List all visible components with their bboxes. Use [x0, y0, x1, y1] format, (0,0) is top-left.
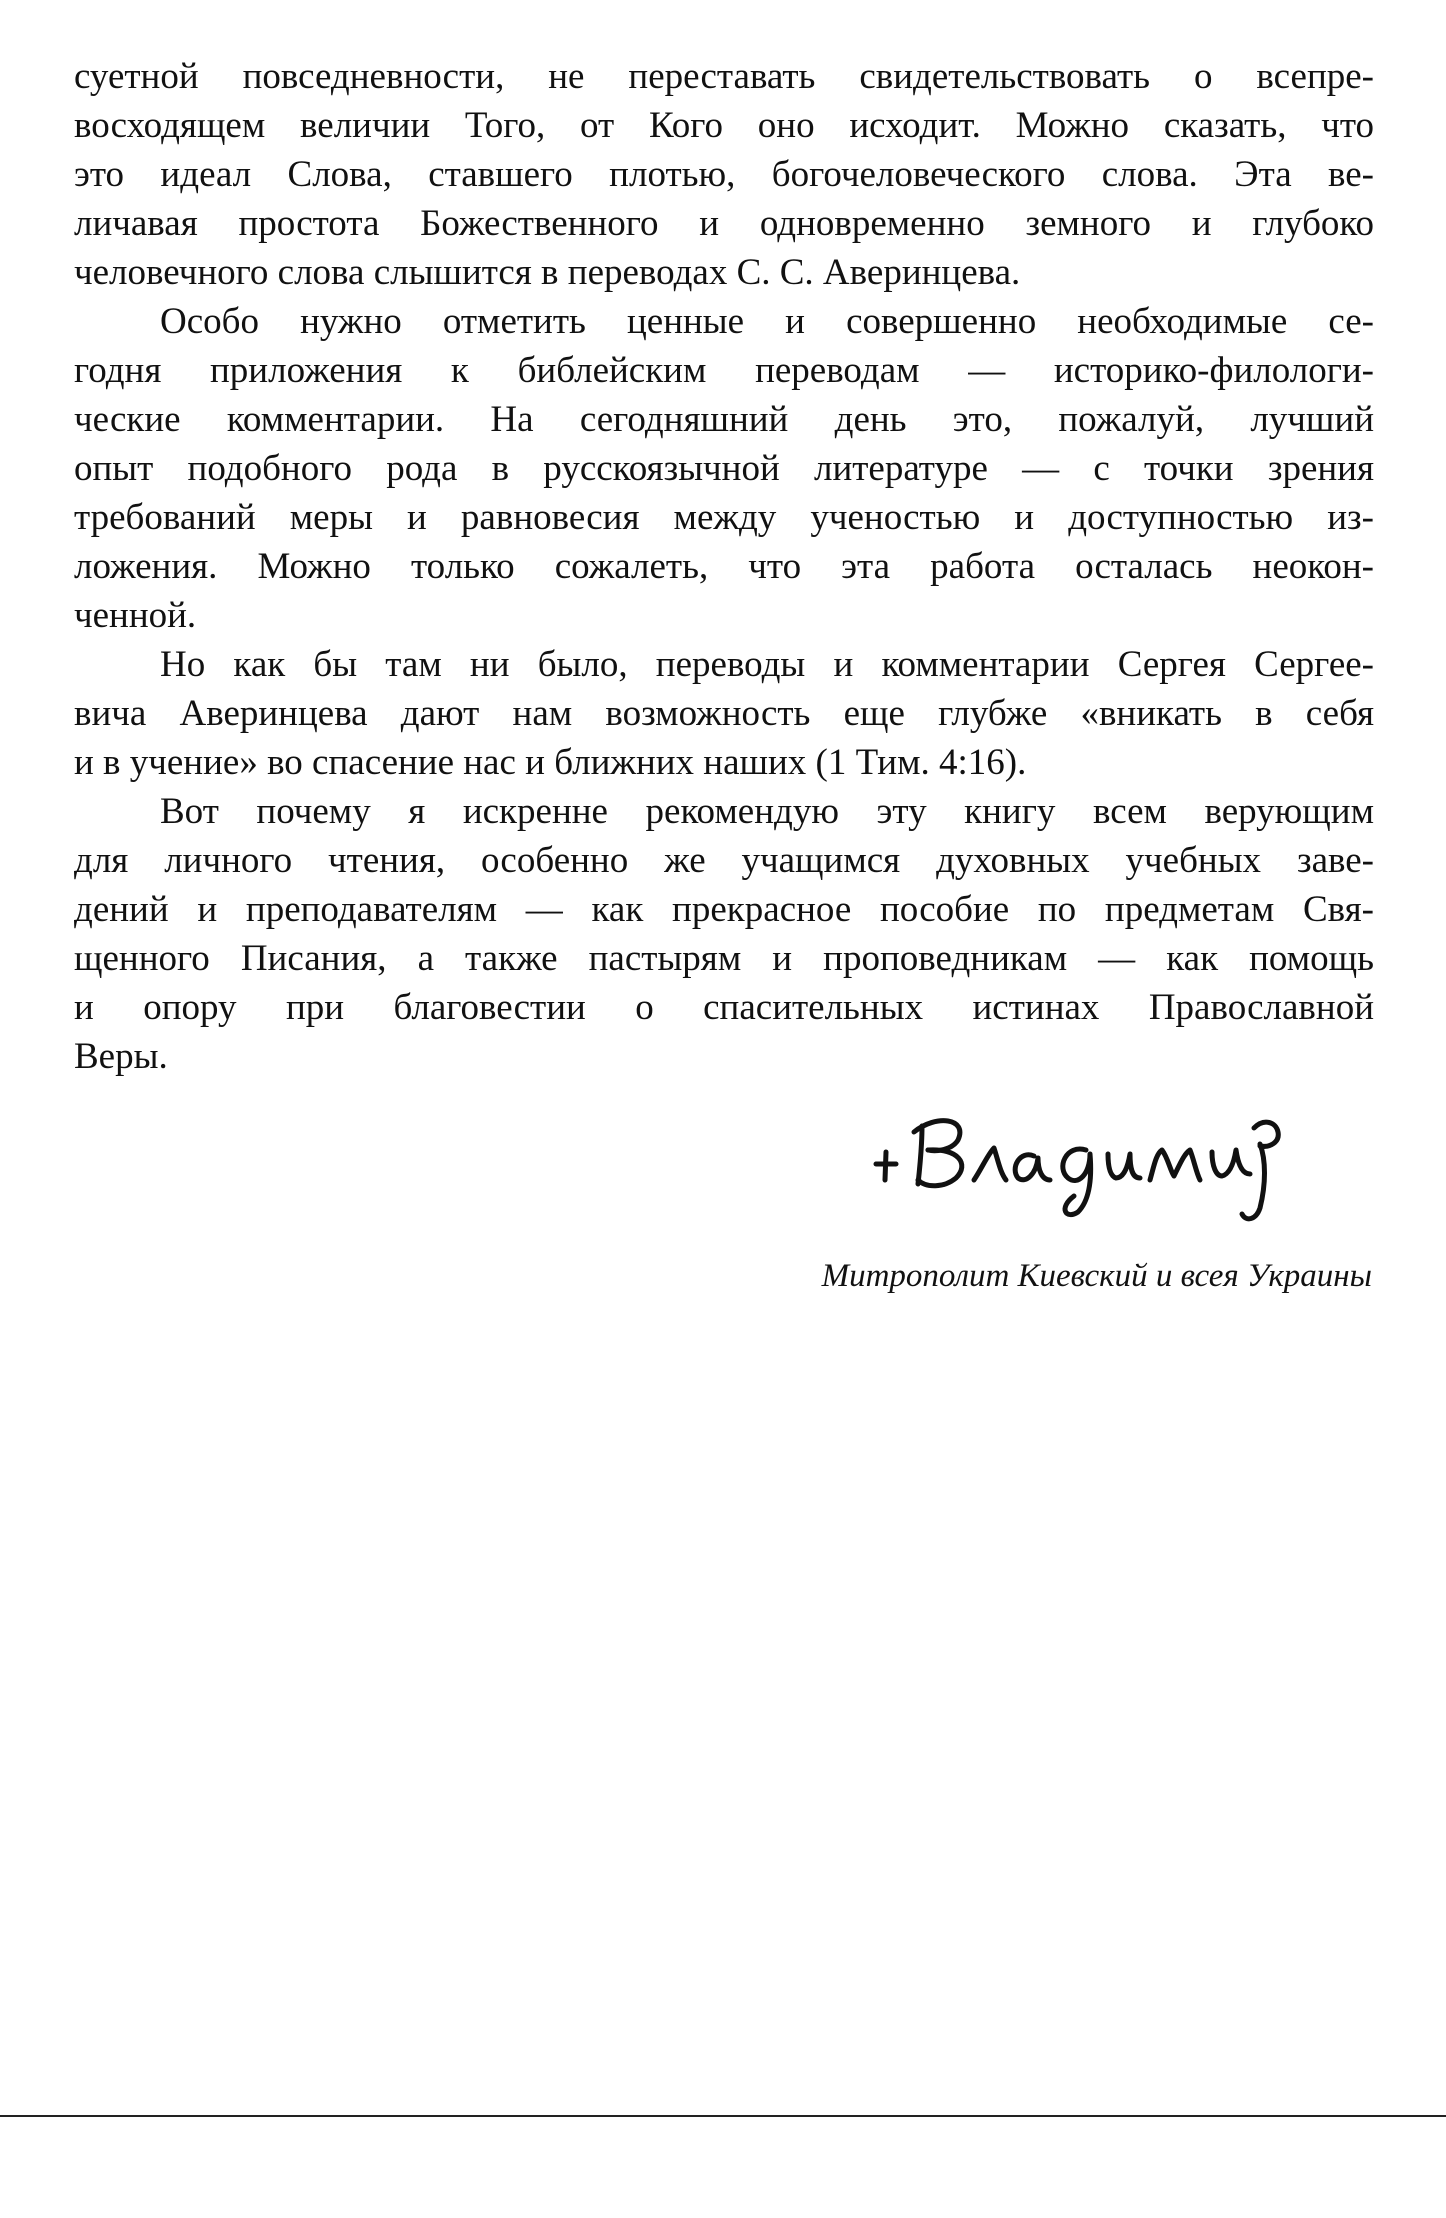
- text-line: Особо нужно отметить ценные и совершенно необходимые се-: [160, 301, 1374, 342]
- text-line: это идеал Слова, ставшего плотью, богочеловеческого слова. Эта ве-: [74, 154, 1374, 195]
- text-line: и в учение» во спасение нас и ближних наших (1 Тим. 4:16).: [74, 742, 1027, 783]
- text-line: восходящем величии Того, от Кого оно исходит. Можно сказать, что: [74, 105, 1374, 146]
- text-line: опыт подобного рода в русскоязычной литературе — с точки зрения: [74, 448, 1374, 489]
- text-line: человечного слова слышится в переводах С. С. Аверинцева.: [74, 252, 1021, 293]
- text-line: для личного чтения, особенно же учащимся духовных учебных заве-: [74, 840, 1374, 881]
- text-line: Вот почему я искренне рекомендую эту книгу всем верующим: [160, 791, 1374, 832]
- text-line: и опору при благовестии о спасительных истинах Православной: [74, 987, 1374, 1028]
- text-line: вича Аверинцева дают нам возможность еще глубже «вникать в себя: [74, 693, 1374, 734]
- text-line: ложения. Можно только сожалеть, что эта работа осталась неокон-: [74, 546, 1374, 587]
- text-line: щенного Писания, а также пастырям и проповедникам — как помощь: [74, 938, 1374, 979]
- text-line: Но как бы там ни было, переводы и комментарии Сергея Сергее-: [160, 644, 1374, 685]
- paragraph: [74, 787, 1374, 1081]
- text-line: требований меры и равновесия между ученостью и доступностью из-: [74, 497, 1374, 538]
- body-text: [74, 52, 1374, 1081]
- paragraph: [74, 297, 1374, 640]
- text-line: личавая простота Божественного и одновременно земного и глубоко: [74, 203, 1374, 244]
- signatory-title: Митрополит Киевский и всея Украины: [821, 1258, 1372, 1294]
- text-line: ченной.: [74, 595, 197, 636]
- paragraph: [74, 640, 1374, 787]
- text-line: ческие комментарии. На сегодняшний день это, пожалуй, лучший: [74, 399, 1374, 440]
- text-line: суетной повседневности, не переставать свидетельствовать о всепре-: [74, 56, 1374, 97]
- page-divider: [0, 2115, 1446, 2117]
- text-line: Веры.: [74, 1036, 168, 1077]
- text-line: годня приложения к библейским переводам — историко-филологи-: [74, 350, 1374, 391]
- handwritten-signature: [862, 1088, 1302, 1228]
- paragraph: [74, 52, 1374, 297]
- text-line: дений и преподавателям — как прекрасное пособие по предметам Свя-: [74, 889, 1374, 930]
